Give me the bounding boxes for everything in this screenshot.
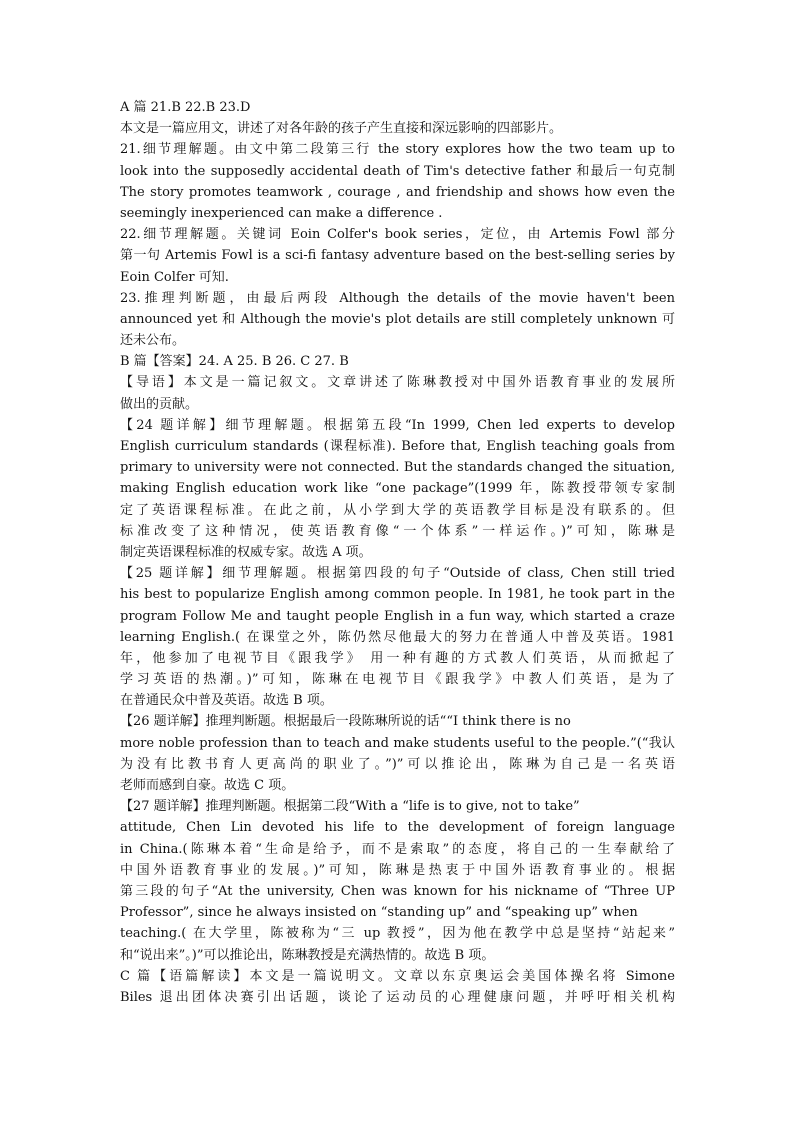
text-line: 【25 题详解】细节理解题。根据第四段的句子“Outside of class, Chen still tried [120, 566, 675, 582]
text-line: Professor”, since he always insisted on “standing up” and “speaking up” when [120, 905, 638, 921]
text-line: Eoin Colfer 可知. [120, 269, 229, 285]
text-line: learning English.( 在课堂之外，陈仍然尽他最大的努力在普通人中普及英语。1981 [120, 629, 675, 645]
text-line: 学习英语的热潮。)”可知，陈琳在电视节目《跟我学》中教人们英语，是为了 [120, 672, 675, 688]
text-line: The story promotes teamwork , courage , and friendship and shows how even the [120, 184, 675, 200]
text-line: English curriculum standards (课程标准). Before that, English teaching goals from [120, 439, 675, 454]
text-line: 【26 题详解】推理判断题。根据最后一段陈琳所说的话““I think there is no [120, 714, 571, 730]
text-line: announced yet 和 Although the movie's plot details are still completely unknown 可 [120, 311, 675, 327]
text-line: C 篇【语篇解读】本文是一篇说明文。文章以东京奥运会美国体操名将 Simone [120, 968, 675, 984]
text-line: program Follow Me and taught people English in a fun way, which started a craze [120, 608, 675, 624]
text-line: 定了英语课程标准。在此之前，从小学到大学的英语教学目标是没有联系的。但 [120, 502, 675, 518]
text-line: 为没有比教书育人更高尚的职业了。”)”可以推论出，陈琳为自己是一名英语 [120, 756, 675, 772]
text-line: 和“说出来”。)”可以推论出，陈琳教授是充满热情的。故选 B 项。 [120, 947, 495, 963]
text-line: his best to popularize English among common people. In 1981, he took part in the [120, 587, 675, 603]
text-line: B 篇【答案】24. A 25. B 26. C 27. B [120, 354, 349, 370]
text-line: 中国外语教育事业的发展。)”可知，陈琳是热衷于中国外语教育事业的。根据 [120, 862, 675, 878]
answer-key-text [120, 97, 675, 1008]
text-line: primary to university were not connected. But the standards changed the situation, [120, 460, 675, 476]
text-line: seemingly inexperienced can make a difference . [120, 205, 443, 221]
text-line: look into the supposedly accidental death of Tim's detective father 和最后一句克制 [120, 163, 675, 179]
text-line: Biles 退出团体决赛引出话题，谈论了运动员的心理健康问题，并呼吁相关机构 [120, 989, 675, 1005]
text-line: 还未公布。 [120, 333, 186, 349]
text-line: more noble profession than to teach and make students useful to the people.”(“我认 [120, 735, 675, 751]
text-line: 标准改变了这种情况，使英语教育像“一个体系”一样运作。)”可知，陈琳是 [120, 523, 675, 539]
text-line: making English education work like “one package”(1999 年，陈教授带领专家制 [120, 481, 675, 497]
text-line: in China.(陈琳本着“生命是给予，而不是索取”的态度，将自己的一生奉献给了 [120, 841, 675, 857]
text-line: 在普通民众中普及英语。故选 B 项。 [120, 693, 333, 709]
text-line: 年，他参加了电视节目《跟我学》 用一种有趣的方式教人们英语，从而掀起了 [120, 650, 675, 666]
text-line: 【导语】本文是一篇记叙文。文章讲述了陈琳教授对中国外语教育事业的发展所 [120, 375, 675, 391]
text-line: 第三段的句子“At the university, Chen was known for his nickname of “Three UP [120, 883, 675, 899]
text-line: 【27 题详解】推理判断题。根据第二段“With a “life is to give, not to take” [120, 799, 580, 815]
text-line: 23.推理判断题，由最后两段 Although the details of the movie haven't been [120, 290, 675, 306]
text-line: attitude, Chen Lin devoted his life to the development of foreign language [120, 820, 675, 836]
text-line: A 篇 21.B 22.B 23.D [120, 100, 251, 115]
text-line: 【24 题详解】细节理解题。根据第五段“In 1999, Chen led experts to develop [120, 417, 675, 433]
text-line: 做出的贡献。 [120, 396, 199, 412]
text-line: 21.细节理解题。由文中第二段第三行 the story explores how the two team up to [120, 142, 675, 158]
text-line: 本文是一篇应用文，讲述了对各年龄的孩子产生直接和深远影响的四部影片。 [120, 121, 563, 137]
text-line: teaching.( 在大学里，陈被称为“三 up 教授”，因为他在教学中总是坚持“站起来” [120, 926, 675, 942]
text-line: 老师而感到自豪。故选 C 项。 [120, 778, 295, 793]
text-line: 第一句 Artemis Fowl is a sci-fi fantasy adventure based on the best-selling series by [120, 248, 675, 264]
text-line: 22.细节理解题。关键词 Eoin Colfer's book series，定位，由 Artemis Fowl 部分 [120, 227, 675, 243]
text-line: 制定英语课程标准的权威专家。故选 A 项。 [120, 544, 372, 560]
